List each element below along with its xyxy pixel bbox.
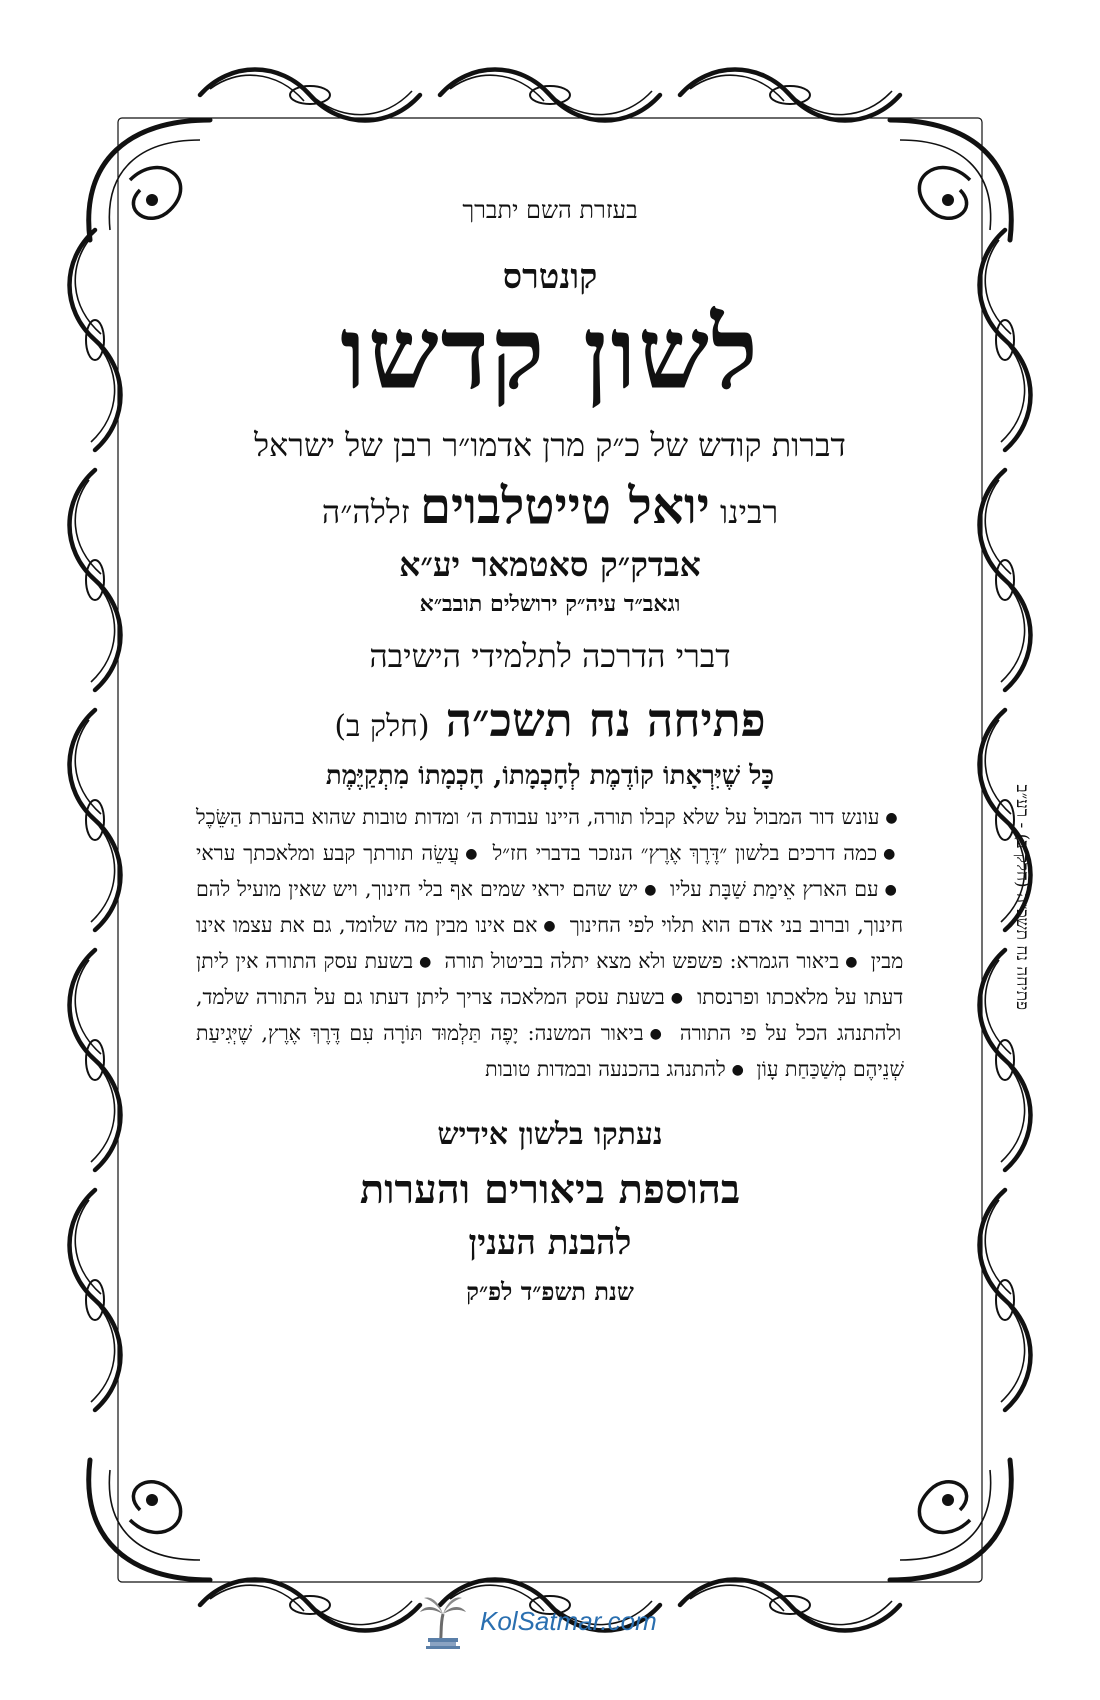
summary-item: ביאור המשנה: יָפֶה תַּלְמוּד תּוֹרָה עִם דֶּרֶךְ אֶרֶץ, שֶׁיְּגִיעַת שְׁנֵיהֶם מְשַׁכַּחַת עָוֹן	[196, 1021, 904, 1081]
summary-item: כמה דרכים בלשון ״דֶּרֶךְ אֶרֶץ״ הנזכר בדברי חז״ל	[492, 841, 878, 865]
summary-item: אם אינו מבין מה שלומד, גם את עצמו אינו מבין	[196, 913, 904, 973]
bullet-icon: ●	[885, 810, 898, 826]
bullet-icon: ●	[649, 1026, 665, 1042]
site-tld: .com	[600, 1606, 657, 1636]
palm-tree-books-icon	[418, 1594, 468, 1650]
motto-line: כָּל שֶׁיִּרְאָתוֹ קוֹדֶמֶת לְחָכְמָתוֹ, חָכְמָתוֹ מִתְקַיֶּמֶת	[325, 761, 775, 791]
summary-item: עונש דור המבול על שלא קבלו תורה, היינו עבודת ה׳ ומדות טובות שהוא בהערת הַשֵּׂכֶל	[196, 805, 880, 829]
side-label: פתיחה נח תשכ״ה (חלק ב) - רע״ב	[1012, 784, 1032, 1010]
bullet-icon: ●	[845, 954, 858, 970]
bullet-icon: ●	[883, 846, 897, 862]
year-line: שנת תשפ״ד לפ״ק	[466, 1277, 634, 1306]
summary-item: יש שהם יראי שמים אף בלי חינוך, ויש שאין מועיל להם חינוך, וברוב בני אדם הוא תלוי לפי החינוך	[196, 877, 904, 937]
site-name: KolSatmar	[480, 1606, 601, 1636]
bullet-icon: ●	[884, 882, 898, 898]
discourse-part: (חלק ב)	[334, 709, 430, 744]
book-title: לשון קדשו	[340, 294, 760, 412]
topics-summary	[196, 801, 904, 1089]
author-suffix: זללה״ה	[321, 493, 410, 531]
site-footer	[0, 1590, 1100, 1654]
author-title-satmar: אבדק״ק סאטמאר יע״א	[399, 545, 701, 584]
summary-item: עֲשֵׂה תורתך קבע ומלאכתך עראי	[196, 841, 460, 865]
summary-item: עם הארץ אֵימַת שַׁבָּת עליו	[670, 877, 879, 901]
summary-item: ביאור הגמרא: פשפש ולא מצא יתלה בביטול תורה	[444, 949, 840, 973]
blessing-line: בעזרת השם יתברך	[462, 196, 638, 224]
bullet-icon: ●	[543, 918, 557, 934]
rabbeinu-label: רבינו	[720, 493, 779, 531]
title-page-content	[190, 180, 910, 1307]
discourse-name: פתיחה נח תשכ״ה	[445, 693, 766, 747]
bullet-icon: ●	[644, 882, 657, 898]
kuntres-label: קונטרס	[502, 257, 598, 297]
summary-item: להתנהג בהכנעה ובמדות טובות	[485, 1057, 726, 1081]
bullet-icon: ●	[465, 846, 479, 862]
understanding-line: להבנת הענין	[468, 1223, 632, 1263]
discourse-description: דברי הדרכה לתלמידי הישיבה	[369, 637, 731, 675]
speeches-line: דברות קודש של כ״ק מרן אדמו״ר רבן של ישראל	[254, 426, 846, 464]
discourse-title	[190, 693, 910, 747]
author-title-jerusalem: וגאב״ד עיה״ק ירושלים תובב״א	[419, 591, 681, 617]
bullet-icon: ●	[419, 954, 432, 970]
summary-item: בשעת עסק התורה אין ליתן דעתו על מלאכתו ופרנסתו	[196, 949, 904, 1009]
author-line	[190, 476, 910, 535]
bullet-icon: ●	[670, 990, 684, 1006]
site-link[interactable]	[480, 1606, 657, 1637]
summary-item: בשעת עסק המלאכה צריך ליתן דעתו גם על התורה שלמד, ולהתנהג הכל על פי התורה	[196, 985, 902, 1045]
author-name: יואל טייטלבוים	[419, 476, 710, 535]
translated-line: נעתקו בלשון אידיש	[437, 1117, 663, 1152]
addition-line: בהוספת ביאורים והערות	[359, 1166, 741, 1213]
bullet-icon: ●	[731, 1062, 744, 1078]
